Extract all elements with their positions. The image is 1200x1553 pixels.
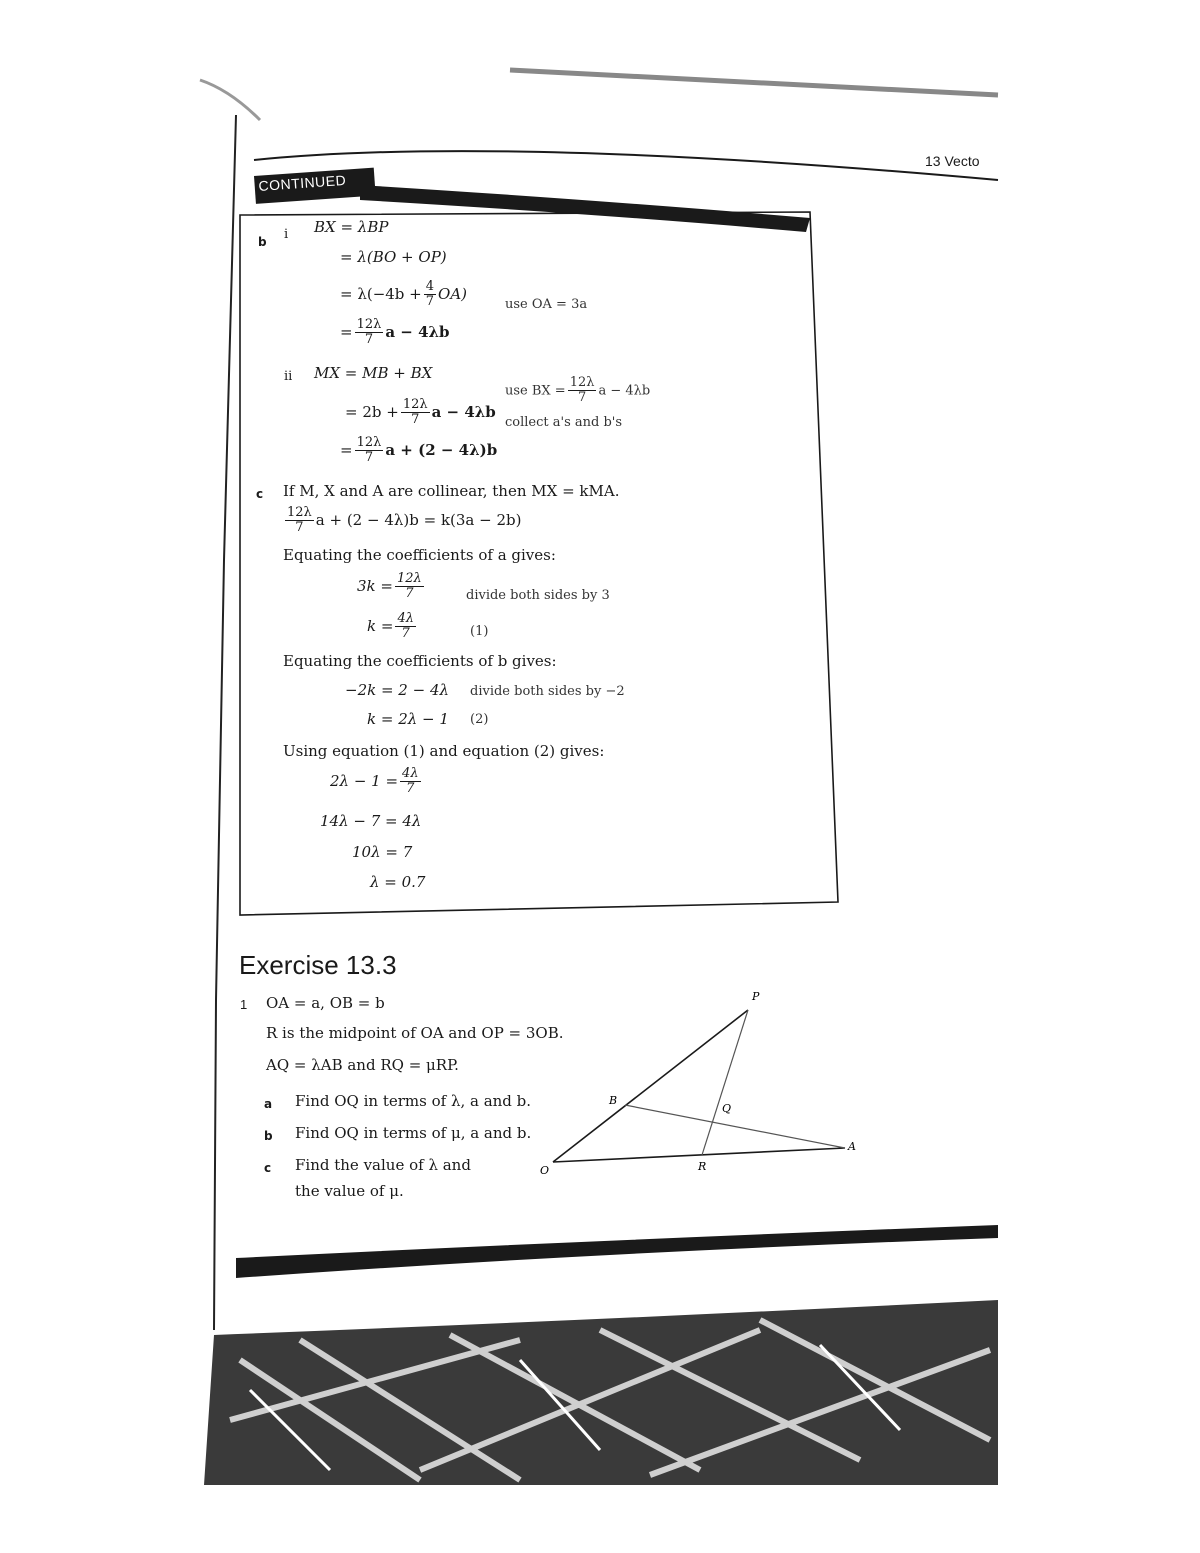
b-ii-note1: use BX = $\frac{12\lambda}{7}$ a − 4λb: [505, 375, 651, 406]
line-OP: [553, 1010, 748, 1162]
c-a-line2: k = $\frac{4\lambda}{7}$: [367, 611, 414, 642]
point-R: R: [698, 1160, 707, 1173]
b-ii-line2: = 2b + $\frac{12\lambda}{7}$ a − 4λb: [345, 397, 496, 428]
c-solve-line4: λ = 0.7: [370, 873, 426, 891]
c-solve-line2: 14λ − 7 = 4λ: [320, 812, 422, 830]
chapter-header: 13 Vecto: [925, 153, 980, 169]
exercise-title: Exercise 13.3: [239, 950, 397, 980]
c-solve-line1: 2λ − 1 = $\frac{4\lambda}{7}$: [330, 766, 419, 797]
c-b-note2: (2): [470, 712, 489, 727]
point-B: B: [609, 1094, 618, 1107]
point-O: O: [540, 1164, 550, 1177]
part-c-ex-text2: the value of μ.: [295, 1182, 404, 1200]
question-line3: AQ = λAB and RQ = μRP.: [266, 1056, 459, 1074]
b-i-line2: = λ(BO + OP): [340, 248, 447, 266]
c-using-heading: Using equation (1) and equation (2) gives:: [283, 742, 605, 760]
c-coef-b-heading: Equating the coefficients of b gives:: [283, 652, 557, 670]
part-b-ex-text: Find OQ in terms of μ, a and b.: [295, 1124, 532, 1142]
question-number: 1: [240, 997, 248, 1012]
part-a-text: Find OQ in terms of λ, a and b.: [295, 1092, 532, 1110]
c-b-line1: −2k = 2 − 4λ: [345, 681, 450, 699]
part-b-ex-label: b: [264, 1129, 273, 1143]
c-b-note1: divide both sides by −2: [470, 684, 625, 699]
line-BA: [625, 1105, 845, 1148]
part-i-label: i: [284, 227, 289, 242]
c-equation: $\frac{12\lambda}{7}$ a + (2 − 4λ)b = k(3a − 2b): [287, 505, 522, 536]
question-line2: R is the midpoint of OA and OP = 3OB.: [266, 1024, 564, 1042]
c-a-note2: (1): [470, 624, 489, 639]
b-i-line1: BX = λBP: [314, 218, 389, 236]
b-i-line3: = λ(−4b + $\frac{4}{7}$ OA): [340, 279, 468, 310]
line-PR: [702, 1010, 748, 1155]
c-solve-line3: 10λ = 7: [352, 843, 413, 861]
b-ii-line1: MX = MB + BX: [314, 364, 433, 382]
point-Q: Q: [722, 1102, 732, 1115]
b-ii-note2: collect a's and b's: [505, 415, 623, 430]
part-c-ex-text: Find the value of λ and: [295, 1156, 471, 1174]
part-c-ex-label: c: [264, 1161, 272, 1175]
continued-label: CONTINUED: [258, 171, 347, 194]
point-A: A: [848, 1140, 856, 1153]
b-ii-line3: = $\frac{12\lambda}{7}$ a + (2 − 4λ)b: [340, 435, 498, 466]
c-a-line1: 3k = $\frac{12\lambda}{7}$: [357, 571, 422, 602]
c-b-line2: k = 2λ − 1: [367, 710, 449, 728]
part-ii-label: ii: [284, 369, 293, 384]
c-coef-a-heading: Equating the coefficients of a gives:: [283, 546, 556, 564]
b-i-line4: = $\frac{12\lambda}{7}$ a − 4λb: [340, 317, 450, 348]
b-i-note: use OA = 3a: [505, 297, 588, 312]
part-a-label: a: [264, 1097, 273, 1111]
point-P: P: [752, 990, 760, 1003]
c-intro: If M, X and A are collinear, then MX = kMA.: [283, 482, 620, 500]
part-c-label: c: [256, 487, 264, 501]
question-line1: OA = a, OB = b: [266, 994, 385, 1012]
c-a-note1: divide both sides by 3: [466, 588, 610, 603]
part-b-label: b: [258, 235, 267, 249]
